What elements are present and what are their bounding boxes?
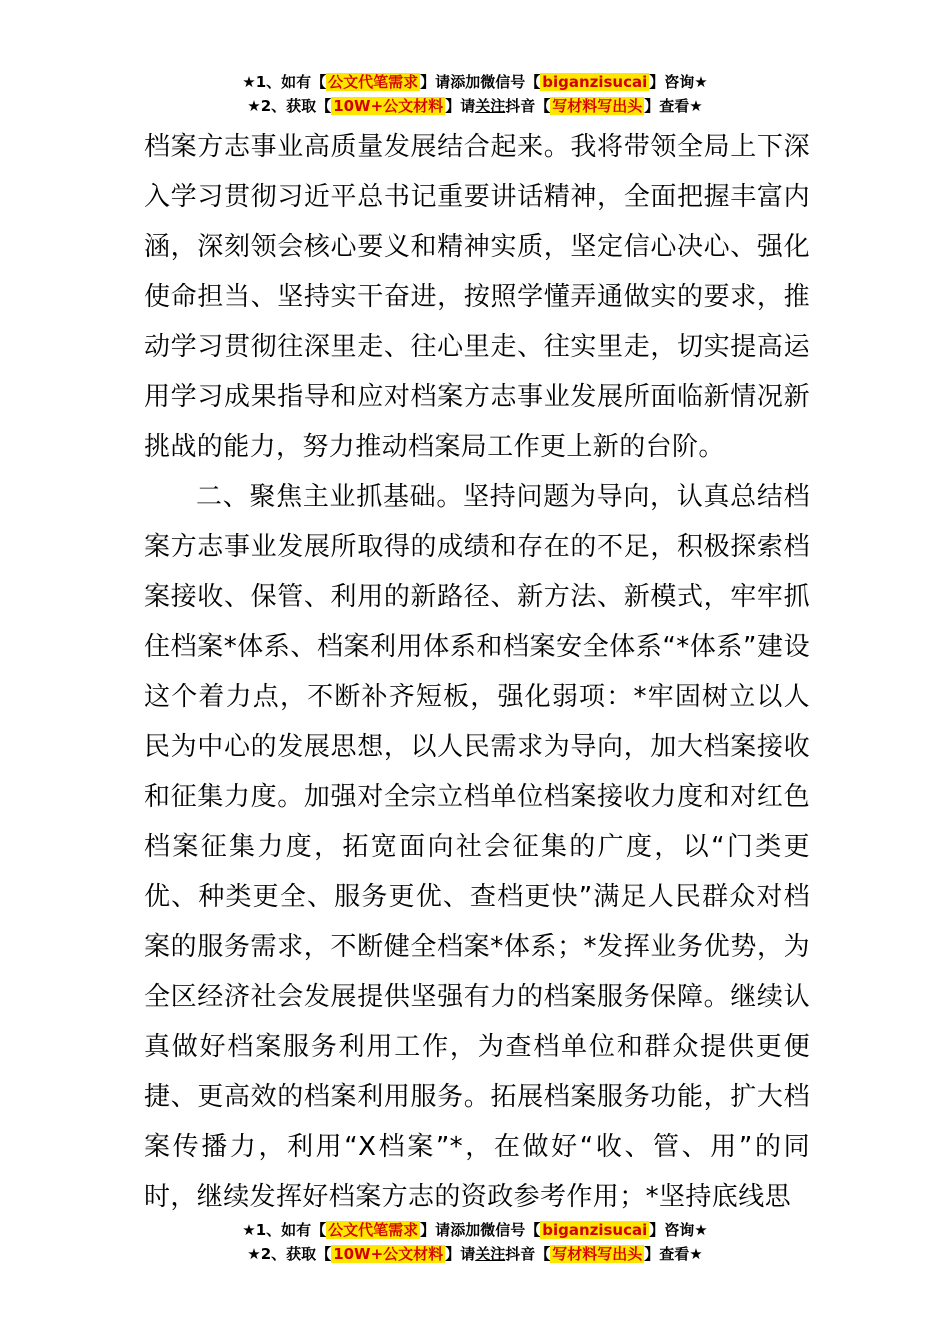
banner-highlight: 10W+公文材料 <box>333 1245 444 1263</box>
banner-highlight: biganzisucai <box>542 73 648 91</box>
banner-line-2: ★2、获取【 10W+公文材料 】请关注抖音【 写材料写出头 】查看★ <box>247 97 703 115</box>
banner-highlight: 公文代笔需求 <box>328 73 419 91</box>
paragraph-continuation: 档案方志事业高质量发展结合起来。我将带领全局上下深入学习贯彻习近平总书记重要讲话精神，全面把握丰富内涵，深刻领会核心要义和精神实质，坚定信心决心、强化使命担当、坚持实干奋进，按照学懂弄通做实的要求，推动学习贯彻往深里走、往心里走、往实里走，切实提高运用学习成果指导和应对档案方志事业发展所面临新情况新挑战的能力，努力推动档案局工作更上新的台阶。 <box>144 132 810 462</box>
banner-highlight: 公文代笔需求 <box>328 1221 419 1239</box>
banner-highlight: biganzisucai <box>542 1221 648 1239</box>
banner-line-1: ★1、如有【 公文代笔需求 】请添加微信号【 biganzisucai 】咨询★ <box>242 1221 708 1239</box>
banner-highlight: 10W+公文材料 <box>333 97 444 115</box>
footer-banner <box>0 1218 950 1266</box>
banner-line-2: ★2、获取【 10W+公文材料 】请关注抖音【 写材料写出头 】查看★ <box>247 1245 703 1263</box>
document-body <box>144 122 810 1222</box>
banner-line-1: ★1、如有【 公文代笔需求 】请添加微信号【 biganzisucai 】咨询★ <box>242 73 708 91</box>
paragraph-section-2: 二、聚焦主业抓基础。坚持问题为导向，认真总结档案方志事业发展所取得的成绩和存在的不足，积极探索档案接收、保管、利用的新路径、新方法、新模式，牢牢抓住档案*体系、档案利用体系和档案安全体系“*体系”建设这个着力点，不断补齐短板，强化弱项：*牢固树立以人民为中心的发展思想，以人民需求为导向，加大档案接收和征集力度。加强对全宗立档单位档案接收力度和对红色档案征集力度，拓宽面向社会征集的广度，以“门类更优、种类更全、服务更优、查档更快”满足人民群众对档案的服务需求，不断健全档案*体系；*发挥业务优势，为全区经济社会发展提供坚强有力的档案服务保障。继续认真做好档案服务利用工作，为查档单位和群众提供更便捷、更高效的档案利用服务。拓展档案服务功能，扩大档案传播力，利用“X档案”*，在做好“收、管、用”的同时，继续发挥好档案方志的资政参考作用；*坚持底线思 <box>144 482 810 1212</box>
header-banner <box>0 70 950 118</box>
banner-highlight: 写材料写出头 <box>552 1245 643 1263</box>
banner-highlight: 写材料写出头 <box>552 97 643 115</box>
